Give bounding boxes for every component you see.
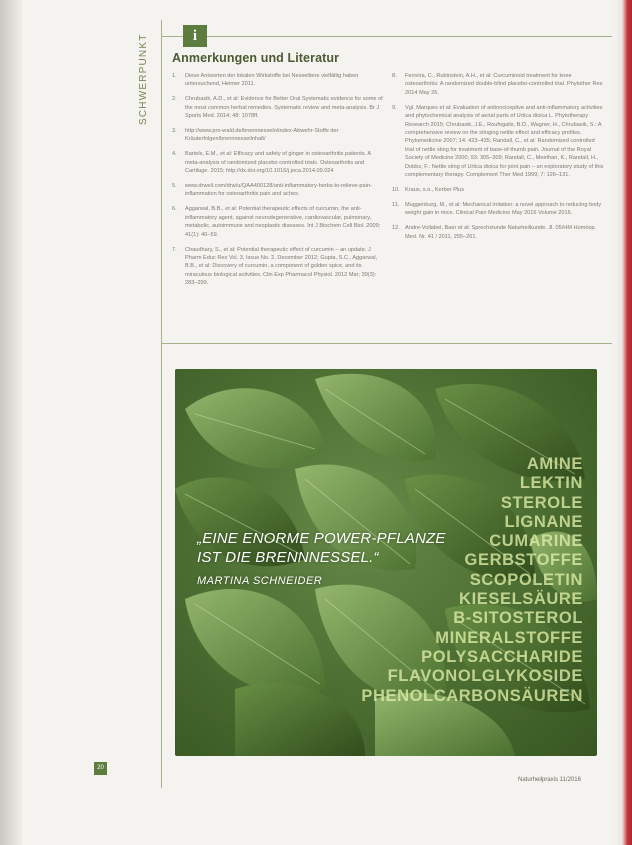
references-right-column <box>392 72 604 247</box>
reference-number: 3. <box>172 128 177 135</box>
quote-author: MARTINA SCHNEIDER <box>197 575 323 587</box>
reference-item <box>172 150 384 175</box>
references-left-column <box>172 72 384 294</box>
reference-item <box>392 201 604 218</box>
ingredients-list <box>361 455 583 706</box>
reference-text: Chaudhary, S., et al: Potential therapeutic effect of curcumin – an update. J Pharm Educ Res Vol. 3, Issue No. 2, December 2012; Gupta, S.C., Aggarwal, B.B., et al: Discovery of curcumin, a component of golden spice, and its miraculous biological activities. Clin Exp Pharmacol Physiol. 2012 Mar; 39(3): 283–299. <box>185 246 378 287</box>
reference-number: 7. <box>172 246 177 253</box>
ingredient-item: PHENOLCARBONSÄUREN <box>361 686 583 705</box>
ingredient-item: CUMARINE <box>489 532 583 551</box>
reference-item <box>172 95 384 120</box>
reference-number: 11. <box>392 201 400 208</box>
references-heading: Anmerkungen und Literatur <box>172 51 340 65</box>
top-rule <box>162 36 612 37</box>
reference-item <box>172 127 384 144</box>
reference-item <box>172 72 384 89</box>
reference-item <box>392 104 604 180</box>
reference-text: Kraus, s.o., Kerber Plus <box>405 186 465 193</box>
reference-item <box>172 205 384 239</box>
reference-text: Ferreira, C., Rubinstein, A.H., et al: Curcuminoid treatment for knee osteoarthritis: A randomized double-blind placebo-controlled trial. Phytother Res 2014 May 26. <box>405 73 603 96</box>
reference-number: 8. <box>392 73 397 79</box>
page-number: 20 <box>94 762 107 775</box>
reference-text: Andre-Vollabel, Baer et al: Sprechstunde Naturheilkunde. Jl. 05/HM Homöop. Med. Nr. 41 / 2011, 255–261. <box>405 225 597 240</box>
ingredient-item: KIESELSÄURE <box>459 590 583 609</box>
ingredient-item: LEKTIN <box>519 474 583 493</box>
reference-text: www.drweil.com/drw/u/QAA400128/anti-inflammatory-herbs-to-relieve-pain-inflammation for osteoarthritis pain and aches. <box>185 183 372 198</box>
reference-text: Diese Antworten der lokalen Wirkstoffe bei Nesseltiere vielfältig haben untersuchend, Heimer 2011. <box>185 73 359 88</box>
journal-footer: Naturheilpraxis 11/2016 <box>518 777 581 783</box>
ingredient-item: GERBSTOFFE <box>464 551 583 570</box>
reference-item <box>392 186 604 194</box>
ingredient-item: MINERALSTOFFE <box>435 628 583 647</box>
reference-item <box>392 224 604 241</box>
reference-number: 4. <box>172 151 177 158</box>
ingredient-item: Β-SITOSTEROL <box>453 609 583 628</box>
right-edge-shade <box>614 0 622 845</box>
reference-item <box>172 182 384 199</box>
reference-item <box>172 246 384 288</box>
reference-text: Muggenburg, M., et al: Mechanical irritation: a novel approach to reducing body weight gain in mice. Clinical Pain Medicine May 2016 Volume 2016. <box>405 201 602 217</box>
reference-number: 6. <box>172 206 177 213</box>
section-divider <box>162 343 612 344</box>
reference-text: Vgl. Marques et al: Evaluation of antinociceptive and anti-inflammatory activities and phytochemical analysis of aerial parts of Urtica dioica L. Phytotherapy Research 2015; Chrubasik, J.E., Roufogalis, B.D., Wagner, H., Chrubasik, S.: A comprehensive review on the stinging nettle effect and efficacy profiles. Phytomedicine 2007; 14: 423–435; Randall, C., et al: Randomized controlled trial of nettle sting for treatment of base-of-thumb pain. Journal of the Royal Society of Medicine 2000; 93: 305–309; Randall, C., Meethan, K., Randall, H., Dobbs, F.: Nettle sting of Urtica dioica for joint pain – an exploratory study of this complementary therapy. Complement Ther Med 1999; 7: 126–131. <box>405 104 604 178</box>
reference-number: 12. <box>392 225 400 232</box>
info-icon: i <box>183 25 207 47</box>
page-gutter-shadow <box>0 0 22 845</box>
reference-number: 10. <box>392 186 400 193</box>
reference-text: http://www.pro-wald.de/brennnesseln/index-Abwehr-Stoffe der Kräuterfolgen/brennnesselinhalt/ <box>185 128 339 143</box>
ingredient-item: SCOPOLETIN <box>469 570 583 589</box>
red-page-edge <box>622 0 632 845</box>
reference-text: Chrubasik, A.D., et al: Evidence for Better Oral Systematic evidence for some of the most common herbal remedies. Systematic review and meta-analysis. Br J Sports Med. 2014; 48: 1078ff. <box>185 96 383 120</box>
nettle-photo <box>175 369 597 756</box>
reference-number: 9. <box>392 104 397 111</box>
ingredient-item: STEROLE <box>500 493 583 512</box>
reference-text: Bartels, E.M., et al: Efficacy and safety of ginger in osteoarthritis patients. A meta-analysis of randomized placebo controlled trials. Osteoarthritis and Cartilage. 2015; http://dx.doi.org/10.1016/j.joca.2014.09.024 <box>185 151 371 175</box>
ingredient-item: LIGNANE <box>504 512 583 531</box>
reference-text: Aggarwal, B.B., et al: Potential therapeutic effects of curcumin, the anti-inflammatory agent, against neurodegenerative, cardiovascular, pulmonary, metabolic, autoimmune and neoplastic diseases. Int J Biochem Cell Biol. 2009; 41(1): 40–59. <box>185 206 381 238</box>
reference-item <box>392 72 604 97</box>
ingredient-item: AMINE <box>526 455 583 473</box>
reference-number: 1. <box>172 73 177 79</box>
reference-number: 5. <box>172 183 177 190</box>
ingredient-item: POLYSACCHARIDE <box>421 647 583 666</box>
reference-number: 2. <box>172 96 177 103</box>
section-label: SCHWERPUNKT <box>138 33 149 125</box>
pull-quote: „EINE ENORME POWER-PFLANZE IST DIE BRENNNESSEL.“ <box>197 530 446 566</box>
ingredient-item: FLAVONOLGLYKOSIDE <box>387 667 583 686</box>
vertical-rule <box>161 20 162 788</box>
